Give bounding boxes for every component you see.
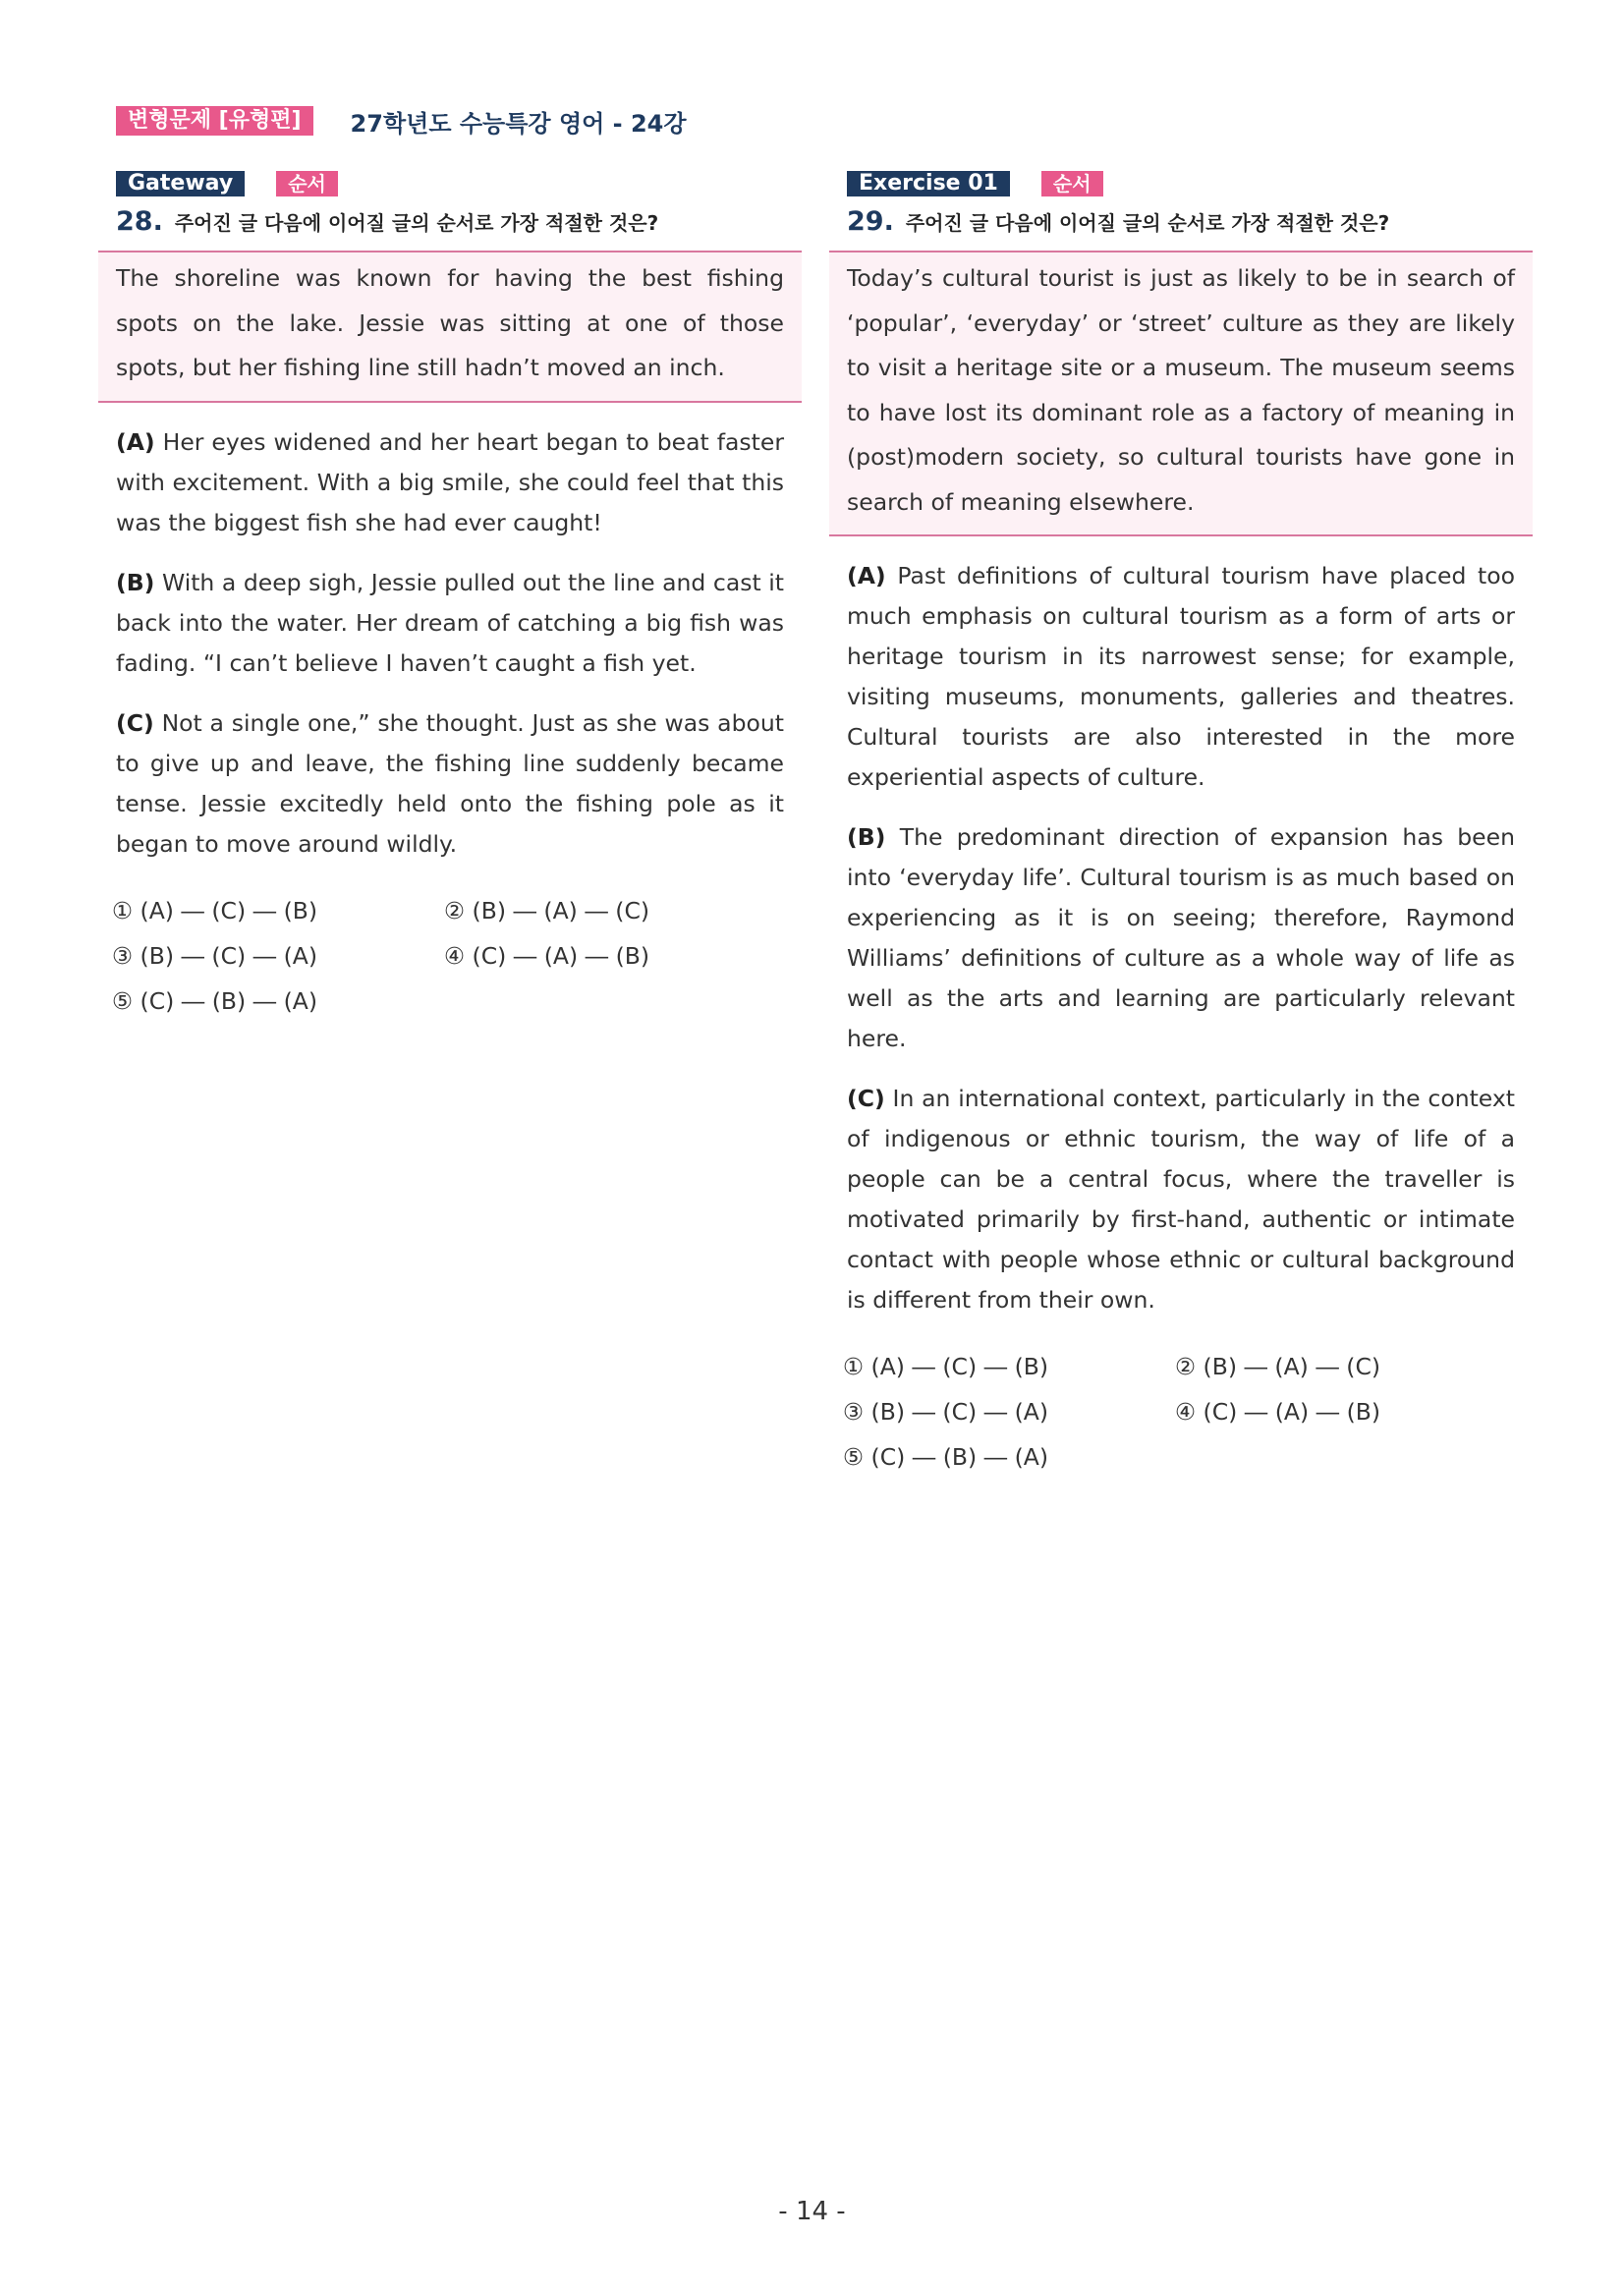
exercise-label: Exercise 01 (847, 171, 1010, 196)
passage-text: Past definitions of cultural tourism have placed too much emphasis on cultural tourism as a form of arts or heritage tourism in its narrowest sense; for example, visiting museums, monuments, galleries and theatres. Cultural tourists are also interested in the more experiential aspects of culture. (847, 562, 1515, 791)
passage-b (116, 563, 784, 684)
choice-3[interactable]: ③ (B) ― (C) ― (A) (112, 941, 318, 970)
page-title: 27학년도 수능특강 영어 - 24강 (350, 109, 687, 138)
choice-4[interactable]: ④ (C) ― (A) ― (B) (1175, 1398, 1381, 1426)
choice-2[interactable]: ② (B) ― (A) ― (C) (444, 896, 650, 924)
question-prompt: 주어진 글 다음에 이어질 글의 순서로 가장 적절한 것은? (174, 211, 659, 235)
passage-b (847, 817, 1515, 1059)
type-tag: 순서 (276, 171, 338, 196)
passage-label: (C) (116, 708, 154, 737)
choice-5[interactable]: ⑤ (C) ― (B) ― (A) (112, 986, 318, 1015)
question-28 (98, 171, 802, 1024)
passage-a (847, 556, 1515, 798)
passage-c (116, 703, 784, 865)
choice-3[interactable]: ③ (B) ― (C) ― (A) (843, 1398, 1049, 1426)
question-29 (829, 171, 1533, 1480)
type-tag: 순서 (1041, 171, 1103, 196)
passage-text: Not a single one,” she thought. Just as she was about to give up and leave, the fishing line suddenly became tense. Jessie excitedly held onto the fishing pole as it began to move around wildly. (116, 708, 784, 858)
question-prompt: 주어진 글 다음에 이어질 글의 순서로 가장 적절한 것은? (905, 211, 1390, 235)
passage-c (847, 1079, 1515, 1320)
question-number: 28. (116, 206, 163, 237)
question-labels (116, 171, 802, 196)
passage-text: With a deep sigh, Jessie pulled out the line and cast it back into the water. Her dream of catching a big fish was fading. “I can’t believe I haven’t caught a fish yet. (116, 568, 784, 677)
answer-choices (829, 1344, 1533, 1480)
section-tag: 변형문제 [유형편] (116, 106, 313, 136)
answer-choices (98, 888, 802, 1024)
passage-text: In an international context, particularly in the context of indigenous or ethnic tourism, the way of life of a people can be a central focus, where the traveller is motivated primarily by first-hand, authentic or intimate contact with people whose ethnic or cultural background is different from their own. (847, 1085, 1515, 1314)
choice-1[interactable]: ① (A) ― (C) ― (B) (112, 896, 318, 924)
passage-a (116, 422, 784, 543)
choice-4[interactable]: ④ (C) ― (A) ― (B) (444, 941, 650, 970)
given-passage: Today’s cultural tourist is just as likely to be in search of ‘popular’, ‘everyday’ or ‘street’ culture as they are likely to visit a heritage site or a museum. The museum seems to have lost its dominant role as a factory of meaning in (post)modern society, so cultural tourists have gone in search of meaning elsewhere. (829, 251, 1533, 536)
choice-5[interactable]: ⑤ (C) ― (B) ― (A) (843, 1443, 1049, 1471)
passage-text: The predominant direction of expansion has been into ‘everyday life’. Cultural tourism is as much based on experiencing as it is on seeing; therefore, Raymond Williams’ definitions of culture as a whole way of life as well as the arts and learning are particularly relevant here. (847, 823, 1515, 1052)
passage-text: Her eyes widened and her heart began to beat faster with excitement. With a big smile, she could feel that this was the biggest fish she had ever caught! (116, 427, 784, 536)
question-number: 29. (847, 206, 894, 237)
passage-label: (B) (847, 823, 886, 851)
passage-label: (A) (116, 427, 155, 456)
passage-list (98, 422, 802, 865)
choice-1[interactable]: ① (A) ― (C) ― (B) (843, 1353, 1049, 1380)
given-passage: The shoreline was known for having the best fishing spots on the lake. Jessie was sitting at one of those spots, but her fishing line still hadn’t moved an inch. (98, 251, 802, 403)
passage-list (829, 556, 1533, 1320)
gateway-label: Gateway (116, 171, 245, 196)
passage-label: (A) (847, 562, 886, 589)
passage-label: (C) (847, 1085, 885, 1112)
passage-label: (B) (116, 568, 155, 596)
question-line (116, 206, 802, 237)
question-labels (847, 171, 1533, 196)
question-line (847, 206, 1533, 237)
page-header (116, 104, 687, 138)
page-number: - 14 - (778, 2197, 846, 2226)
choice-2[interactable]: ② (B) ― (A) ― (C) (1175, 1353, 1381, 1380)
